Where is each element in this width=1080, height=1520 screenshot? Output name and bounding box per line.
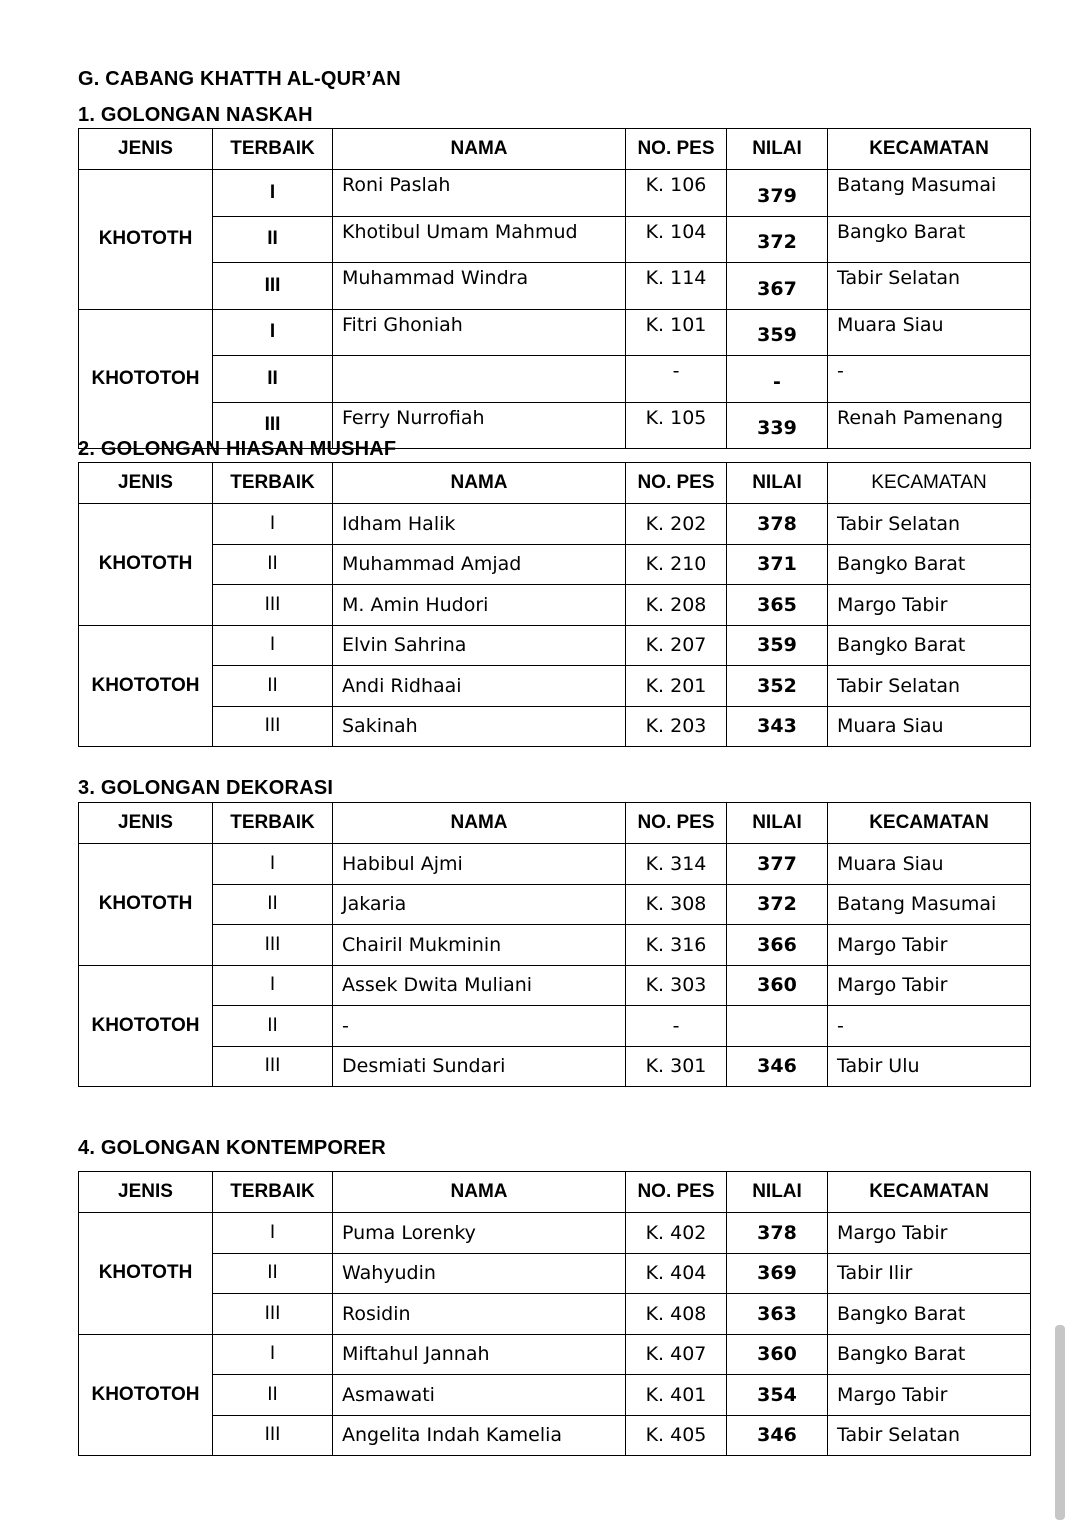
column-header: TERBAIK [213,463,333,504]
nama-cell: Muhammad Windra [333,263,626,310]
rank-cell: III [213,402,333,449]
rank-cell: I [213,309,333,356]
nopes-cell: K. 106 [626,170,727,217]
rank-cell: III [213,263,333,310]
table-row [79,666,1031,707]
rank-cell: II [213,216,333,263]
nopes-cell: - [626,1006,727,1047]
nopes-cell: K. 405 [626,1415,727,1456]
rank-cell: I [213,625,333,666]
table-row [79,965,1031,1006]
kec-cell: Tabir Selatan [828,666,1031,707]
table-row [79,1294,1031,1335]
section-title: 4. GOLONGAN KONTEMPORER [78,1137,386,1159]
column-header: NAMA [333,803,626,844]
table-row [79,585,1031,626]
table-row [79,844,1031,885]
nilai-cell: 339 [727,402,828,449]
table-row [79,1334,1031,1375]
column-header: NILAI [727,1172,828,1213]
nopes-cell: K. 207 [626,625,727,666]
nilai-cell: 360 [727,965,828,1006]
table-row [79,170,1031,217]
jenis-cell: KHOTOTOH [79,965,213,1087]
nopes-cell: K. 208 [626,585,727,626]
nilai-cell: 379 [727,170,828,217]
kec-cell: Tabir Ilir [828,1253,1031,1294]
kec-cell: Bangko Barat [828,625,1031,666]
kec-cell: Margo Tabir [828,585,1031,626]
section-title: 3. GOLONGAN DEKORASI [78,777,334,799]
nama-cell: Muhammad Amjad [333,544,626,585]
column-header: JENIS [79,463,213,504]
results-table [78,1171,1031,1456]
nopes-cell: K. 114 [626,263,727,310]
nopes-cell: K. 303 [626,965,727,1006]
column-header: NAMA [333,463,626,504]
vertical-scrollbar[interactable] [1055,1325,1065,1520]
jenis-cell: KHOTOTH [79,1213,213,1335]
table-row [79,544,1031,585]
rank-cell: II [213,884,333,925]
nopes-cell: K. 201 [626,666,727,707]
kec-cell: Muara Siau [828,309,1031,356]
rank-cell: III [213,585,333,626]
kec-cell: Bangko Barat [828,216,1031,263]
table-row [79,309,1031,356]
nama-cell: Ferry Nurrofiah [333,402,626,449]
nilai-cell: 352 [727,666,828,707]
rank-cell: II [213,356,333,403]
nopes-cell: K. 104 [626,216,727,263]
column-header: NO. PES [626,463,727,504]
rank-cell: III [213,925,333,966]
table-header-row [79,463,1031,504]
rank-cell: I [213,504,333,545]
table-row [79,925,1031,966]
section-title: 1. GOLONGAN NASKAH [78,104,313,126]
jenis-cell: KHOTOTOH [79,1334,213,1456]
column-header: KECAMATAN [828,463,1031,504]
nama-cell: Habibul Ajmi [333,844,626,885]
results-table [78,802,1031,1087]
column-header: TERBAIK [213,1172,333,1213]
rank-cell: III [213,1415,333,1456]
table-row [79,356,1031,403]
nama-cell: Puma Lorenky [333,1213,626,1254]
nama-cell: Rosidin [333,1294,626,1335]
kec-cell: - [828,356,1031,403]
rank-cell: I [213,844,333,885]
column-header: JENIS [79,129,213,170]
nilai-cell: 354 [727,1375,828,1416]
kec-cell: Margo Tabir [828,1375,1031,1416]
nama-cell: Fitri Ghoniah [333,309,626,356]
table-row [79,706,1031,747]
nilai-cell: 359 [727,625,828,666]
nilai-cell: 378 [727,504,828,545]
section-title: 2. GOLONGAN HIASAN MUSHAF [78,438,397,460]
nama-cell: Khotibul Umam Mahmud [333,216,626,263]
nopes-cell: K. 202 [626,504,727,545]
table-row [79,884,1031,925]
nama-cell: Desmiati Sundari [333,1046,626,1087]
nama-cell: Jakaria [333,884,626,925]
column-header: JENIS [79,803,213,844]
nilai-cell: 360 [727,1334,828,1375]
column-header: NAMA [333,1172,626,1213]
nilai-cell: 363 [727,1294,828,1335]
nopes-cell: K. 105 [626,402,727,449]
rank-cell: II [213,1253,333,1294]
nopes-cell: K. 210 [626,544,727,585]
nilai-cell: 371 [727,544,828,585]
table-row [79,1375,1031,1416]
column-header: NAMA [333,129,626,170]
rank-cell: III [213,1294,333,1335]
jenis-cell: KHOTOTH [79,504,213,626]
column-header: NILAI [727,463,828,504]
kec-cell: Tabir Selatan [828,1415,1031,1456]
table-header-row [79,129,1031,170]
kec-cell: Tabir Ulu [828,1046,1031,1087]
rank-cell: III [213,706,333,747]
column-header: NILAI [727,129,828,170]
column-header: TERBAIK [213,129,333,170]
column-header: JENIS [79,1172,213,1213]
nopes-cell: K. 404 [626,1253,727,1294]
kec-cell: Tabir Selatan [828,504,1031,545]
column-header: KECAMATAN [828,1172,1031,1213]
kec-cell: Bangko Barat [828,1294,1031,1335]
kec-cell: - [828,1006,1031,1047]
kec-cell: Margo Tabir [828,925,1031,966]
results-table [78,462,1031,747]
table-header-row [79,803,1031,844]
rank-cell: II [213,1375,333,1416]
nama-cell: Roni Paslah [333,170,626,217]
nilai-cell: 378 [727,1213,828,1254]
nilai-cell: 343 [727,706,828,747]
nopes-cell: K. 101 [626,309,727,356]
rank-cell: III [213,1046,333,1087]
table-row [79,1046,1031,1087]
jenis-cell: KHOTOTH [79,844,213,966]
nilai-cell: 367 [727,263,828,310]
kec-cell: Tabir Selatan [828,263,1031,310]
table-row [79,504,1031,545]
nama-cell: Andi Ridhaai [333,666,626,707]
nilai-cell: 359 [727,309,828,356]
table-row [79,216,1031,263]
nama-cell: Wahyudin [333,1253,626,1294]
rank-cell: I [213,965,333,1006]
column-header: TERBAIK [213,803,333,844]
nilai-cell: 372 [727,884,828,925]
results-table [78,128,1031,449]
nama-cell [333,356,626,403]
nama-cell: Assek Dwita Muliani [333,965,626,1006]
nopes-cell: K. 402 [626,1213,727,1254]
column-header: NILAI [727,803,828,844]
rank-cell: II [213,1006,333,1047]
kec-cell: Bangko Barat [828,544,1031,585]
nilai-cell: 372 [727,216,828,263]
table-row [79,1213,1031,1254]
kec-cell: Muara Siau [828,706,1031,747]
nilai-cell: 346 [727,1415,828,1456]
nopes-cell: K. 314 [626,844,727,885]
nopes-cell: K. 316 [626,925,727,966]
rank-cell: I [213,1334,333,1375]
nama-cell: Sakinah [333,706,626,747]
kec-cell: Bangko Barat [828,1334,1031,1375]
kec-cell: Batang Masumai [828,884,1031,925]
nama-cell: - [333,1006,626,1047]
kec-cell: Renah Pamenang [828,402,1031,449]
nilai-cell: 365 [727,585,828,626]
rank-cell: I [213,1213,333,1254]
jenis-cell: KHOTOTOH [79,625,213,747]
table-row [79,263,1031,310]
nopes-cell: K. 203 [626,706,727,747]
nama-cell: Chairil Mukminin [333,925,626,966]
table-header-row [79,1172,1031,1213]
jenis-cell: KHOTOTOH [79,309,213,449]
kec-cell: Batang Masumai [828,170,1031,217]
column-header: KECAMATAN [828,129,1031,170]
column-header: NO. PES [626,129,727,170]
table-row [79,1415,1031,1456]
kec-cell: Muara Siau [828,844,1031,885]
nama-cell: Angelita Indah Kamelia [333,1415,626,1456]
table-row [79,625,1031,666]
nilai-cell: 377 [727,844,828,885]
rank-cell: II [213,544,333,585]
nopes-cell: K. 301 [626,1046,727,1087]
kec-cell: Margo Tabir [828,965,1031,1006]
nama-cell: Elvin Sahrina [333,625,626,666]
nopes-cell: K. 407 [626,1334,727,1375]
nilai-cell: - [727,356,828,403]
nilai-cell: 366 [727,925,828,966]
table-row [79,1006,1031,1047]
nama-cell: Asmawati [333,1375,626,1416]
nilai-cell: 346 [727,1046,828,1087]
table-row [79,1253,1031,1294]
nama-cell: Idham Halik [333,504,626,545]
nama-cell: M. Amin Hudori [333,585,626,626]
nilai-cell: 369 [727,1253,828,1294]
rank-cell: II [213,666,333,707]
column-header: KECAMATAN [828,803,1031,844]
nilai-cell [727,1006,828,1047]
nopes-cell: K. 308 [626,884,727,925]
document-title: G. CABANG KHATTH AL-QUR’AN [78,68,401,90]
rank-cell: I [213,170,333,217]
column-header: NO. PES [626,1172,727,1213]
nama-cell: Miftahul Jannah [333,1334,626,1375]
column-header: NO. PES [626,803,727,844]
nopes-cell: K. 401 [626,1375,727,1416]
kec-cell: Margo Tabir [828,1213,1031,1254]
jenis-cell: KHOTOTH [79,170,213,310]
nopes-cell: K. 408 [626,1294,727,1335]
nopes-cell: - [626,356,727,403]
